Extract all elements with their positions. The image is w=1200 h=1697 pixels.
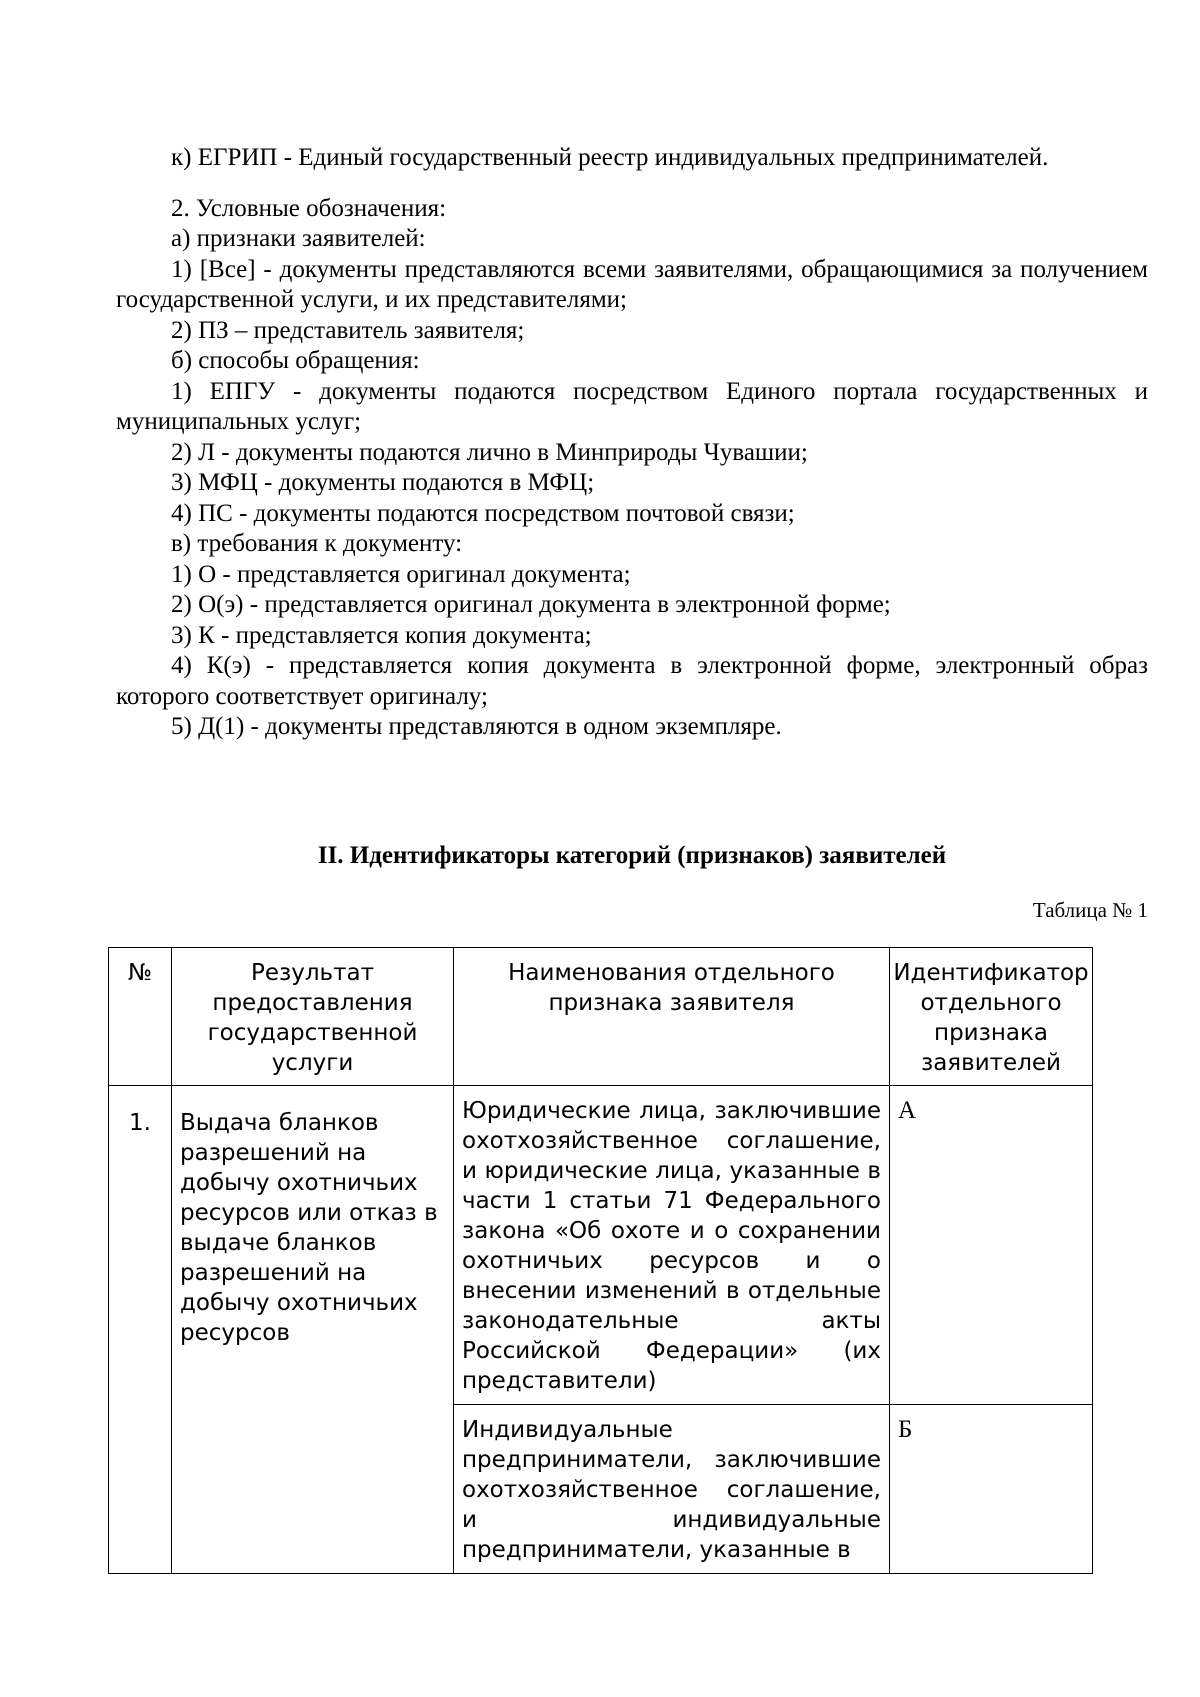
row-result: Выдача бланков разрешений на добычу охотничьих ресурсов или отказ в выдаче бланков разрешений на добычу охотничьих ресурсов	[172, 1086, 454, 1574]
legend-v-title: в) требования к документу:	[171, 530, 463, 557]
section-heading: II. Идентификаторы категорий (признаков) заявителей	[317, 842, 947, 869]
legend-a-title: а) признаки заявителей:	[171, 225, 426, 252]
legend-a1: 1) [Все] - документы представляются всеми заявителями, обращающимися за получением государственной услуги, и их представителями;	[116, 255, 1148, 313]
legend-a2: 2) ПЗ – представитель заявителя;	[171, 316, 525, 344]
header-number: №	[109, 948, 172, 1086]
legend-v3: 3) К - представляется копия документа;	[171, 621, 592, 649]
attribute-name-cell: Индивидуальные предприниматели, заключившие охотхозяйственное соглашение, и индивидуальные предприниматели, указанные в	[454, 1405, 890, 1574]
abbreviation-item-k: к) ЕГРИП - Единый государственный реестр индивидуальных предпринимателей.	[171, 144, 1049, 171]
table-caption: Таблица № 1	[1032, 898, 1148, 922]
legend-v5: 5) Д(1) - документы представляются в одном экземпляре.	[171, 713, 782, 740]
header-attribute-name: Наименования отдельного признака заявителя	[454, 948, 890, 1086]
legend-title: 2. Условные обозначения:	[171, 194, 447, 222]
identifier-cell: А	[890, 1086, 1093, 1405]
table-row	[109, 1086, 1093, 1405]
header-result: Результат предоставления государственной услуги	[172, 948, 454, 1086]
table-header-row	[109, 948, 1093, 1086]
legend-block	[116, 143, 1148, 743]
legend-b3: 3) МФЦ - документы подаются в МФЦ;	[171, 469, 595, 496]
attribute-name-cell: Юридические лица, заключившие охотхозяйственное соглашение, и юридические лица, указанные в части 1 статьи 71 Федерального закона «Об охоте и о сохранении охотничьих ресурсов и о внесении изменений в отдельные законодательные акты Российской Федерации» (их представители)	[454, 1086, 890, 1405]
identifier-cell: Б	[890, 1405, 1093, 1574]
header-identifier: Идентификатор отдельного признака заявителей	[890, 948, 1093, 1086]
row-number: 1.	[109, 1086, 172, 1574]
legend-b4: 4) ПС - документы подаются посредством почтовой связи;	[171, 499, 795, 527]
applicant-identifiers-table	[108, 947, 1093, 1574]
legend-v2: 2) О(э) - представляется оригинал документа в электронной форме;	[171, 591, 891, 618]
legend-b-title: б) способы обращения:	[171, 347, 420, 374]
legend-v4: 4) К(э) - представляется копия документа в электронной форме, электронный образ которого соответствует оригиналу;	[116, 652, 1148, 710]
legend-v1: 1) О - представляется оригинал документа;	[171, 560, 631, 588]
legend-b1: 1) ЕПГУ - документы подаются посредством Единого портала государственных и муниципальных услуг;	[116, 377, 1148, 435]
legend-b2: 2) Л - документы подаются лично в Минприроды Чувашии;	[171, 438, 808, 466]
